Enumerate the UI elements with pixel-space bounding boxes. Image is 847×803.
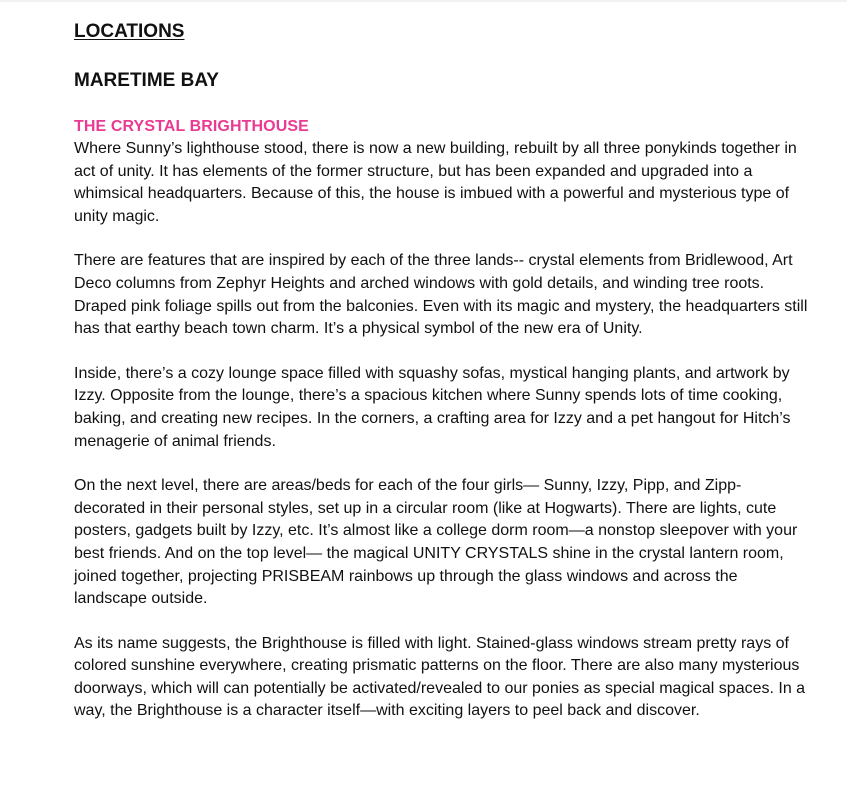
section-title: THE CRYSTAL BRIGHTHOUSE xyxy=(74,118,309,135)
document-page xyxy=(74,20,814,723)
paragraph-next-level: On the next level, there are areas/beds for each of the four girls— Sunny, Izzy, Pipp, and Zipp- decorated in their personal styles, set up in a circular room (like at Hogwarts). There are lights, cute posters, gadgets built by Izzy, etc. It’s almost like a college dorm room—a nonstop sleepover with your best friends. And on the top level— the magical UNITY CRYSTALS shine in the crystal lantern room, joined together, projecting PRISBEAM rainbows up through the glass windows and across the landscape outside. xyxy=(74,477,798,608)
top-edge-rule xyxy=(0,0,847,2)
paragraph-features: There are features that are inspired by each of the three lands-- crystal elements from Bridlewood, Art Deco columns from Zephyr Heights and arched windows with gold details, and winding tree roots. Draped pink foliage spills out from the balconies. Even with its magic and mystery, the headquarters still has that earthy beach town charm. It’s a physical symbol of the new era of Unity. xyxy=(74,252,808,338)
document-heading: LOCATIONS xyxy=(74,21,185,42)
paragraph-intro: Where Sunny’s lighthouse stood, there is now a new building, rebuilt by all three ponykinds together in act of unity. It has elements of the former structure, but has been expanded and upgraded into a whimsical headquarters. Because of this, the house is imbued with a powerful and mysterious type of unity magic. xyxy=(74,140,797,225)
paragraph-inside: Inside, there’s a cozy lounge space filled with squashy sofas, mystical hanging plants, and artwork by Izzy. Opposite from the lounge, there’s a spacious kitchen where Sunny spends lots of time cooking, baking, and creating new recipes. In the corners, a crafting area for Izzy and a pet hangout for Hitch’s menagerie of animal friends. xyxy=(74,364,791,450)
document-subheading: MARETIME BAY xyxy=(74,70,219,91)
paragraph-light: As its name suggests, the Brighthouse is filled with light. Stained-glass windows stream pretty rays of colored sunshine everywhere, creating prismatic patterns on the floor. There are also many mysterious doorways, which will can potentially be activated/revealed to our ponies as special magical spaces. In a way, the Brighthouse is a character itself—with exciting layers to peel back and discover. xyxy=(74,634,806,720)
